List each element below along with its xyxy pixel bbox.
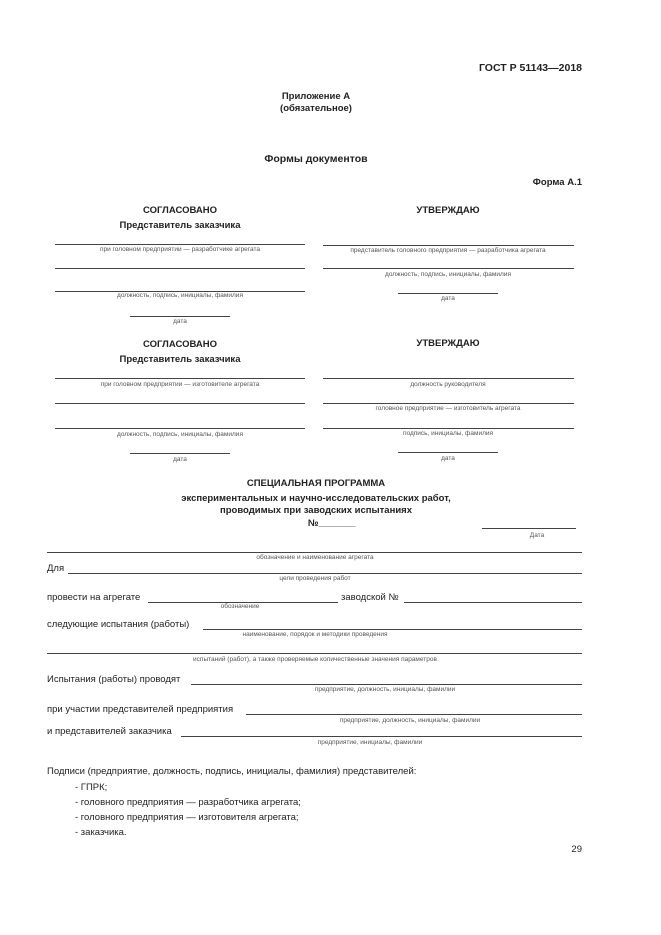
program-subtitle: экспериментальных и научно-исследовательских работ, xyxy=(181,493,451,504)
field-line xyxy=(246,714,582,715)
agreed-heading: СОГЛАСОВАНО xyxy=(143,205,217,216)
signature-line xyxy=(323,403,574,404)
field-line xyxy=(47,552,582,553)
conduct-label: провести на агрегате xyxy=(47,592,141,603)
field-caption: должность руководителя xyxy=(410,381,486,388)
appendix-title: Приложение А xyxy=(281,91,351,102)
field-line xyxy=(203,629,582,630)
performed-label: Испытания (работы) проводят xyxy=(47,674,181,685)
field-line xyxy=(181,736,582,737)
program-title: СПЕЦИАЛЬНАЯ ПРОГРАММА xyxy=(246,478,386,489)
serial-label: заводской № xyxy=(341,592,399,603)
signature-line xyxy=(55,244,305,245)
date-caption: Дата xyxy=(529,532,545,539)
appendix-status: (обязательное) xyxy=(280,103,352,114)
signature-list-item: - ГПРК; xyxy=(75,782,108,793)
field-caption: должность, подпись, инициалы, фамилия xyxy=(117,431,243,438)
date-caption: дата xyxy=(441,455,455,462)
date-caption: дата xyxy=(441,295,455,302)
field-line xyxy=(68,573,582,574)
date-line xyxy=(398,452,498,453)
date-line xyxy=(398,293,498,294)
date-line xyxy=(482,528,576,529)
participation-label: при участии представителей предприятия xyxy=(47,704,234,715)
agreed-heading: СОГЛАСОВАНО xyxy=(143,339,217,350)
signature-line xyxy=(323,268,574,269)
program-subtitle: проводимых при заводских испытаниях xyxy=(220,505,412,516)
customer-label: и представителей заказчика xyxy=(47,726,172,737)
field-caption: обозначение и наименование агрегата xyxy=(256,554,374,561)
field-caption: наименование, порядок и методики проведения xyxy=(242,631,388,638)
field-caption: при головном предприятии — изготовителе агрегата xyxy=(100,381,260,388)
field-caption: подпись, инициалы, фамилия xyxy=(402,430,494,437)
tests-label: следующие испытания (работы) xyxy=(47,619,190,630)
section-title: Формы документов xyxy=(264,153,368,165)
signatures-intro: Подписи (предприятие, должность, подпись, инициалы, фамилия) представителей: xyxy=(47,766,417,777)
signature-list-item: - заказчика. xyxy=(75,827,127,838)
signature-line xyxy=(55,428,305,429)
field-line xyxy=(191,684,582,685)
field-line xyxy=(404,602,582,603)
signature-list-item: - головного предприятия — разработчика агрегата; xyxy=(75,797,301,808)
field-caption: должность, подпись, инициалы, фамилия xyxy=(117,292,243,299)
field-caption: предприятие, должность, инициалы, фамилии xyxy=(339,717,481,724)
field-line xyxy=(47,653,582,654)
field-caption: предприятие, инициалы, фамилии xyxy=(317,739,423,746)
signature-list-item: - головного предприятия — изготовителя агрегата; xyxy=(75,812,299,823)
customer-rep-heading: Представитель заказчика xyxy=(119,220,241,231)
signature-line xyxy=(55,403,305,404)
program-number: №_______ xyxy=(308,518,356,529)
page-number: 29 xyxy=(571,844,582,855)
approve-heading: УТВЕРЖДАЮ xyxy=(416,338,480,349)
field-caption: должность, подпись, инициалы, фамилия xyxy=(385,271,511,278)
field-caption: цели проведения работ xyxy=(279,575,351,582)
field-caption: обозначение xyxy=(220,603,260,610)
field-caption: испытаний (работ), а также проверяемые количественные значения параметров xyxy=(193,656,437,663)
form-label: Форма А.1 xyxy=(532,177,582,188)
for-label: Для xyxy=(47,563,65,574)
standard-number: ГОСТ Р 51143—2018 xyxy=(478,62,582,74)
field-caption: головное предприятие — изготовитель агрегата xyxy=(375,405,521,412)
approve-heading: УТВЕРЖДАЮ xyxy=(416,205,480,216)
customer-rep-heading: Представитель заказчика xyxy=(119,354,241,365)
signature-line xyxy=(323,378,574,379)
date-line xyxy=(130,453,230,454)
field-caption: при головном предприятии — разработчике агрегата xyxy=(99,246,261,253)
date-caption: дата xyxy=(173,318,187,325)
signature-line xyxy=(55,268,305,269)
field-caption: предприятие, должность, инициалы, фамилии xyxy=(314,686,456,693)
date-caption: дата xyxy=(173,456,187,463)
signature-line xyxy=(323,245,574,246)
date-line xyxy=(130,316,230,317)
signature-line xyxy=(323,428,574,429)
signature-line xyxy=(55,378,305,379)
field-caption: представитель головного предприятия — разработчика агрегата xyxy=(350,247,546,254)
